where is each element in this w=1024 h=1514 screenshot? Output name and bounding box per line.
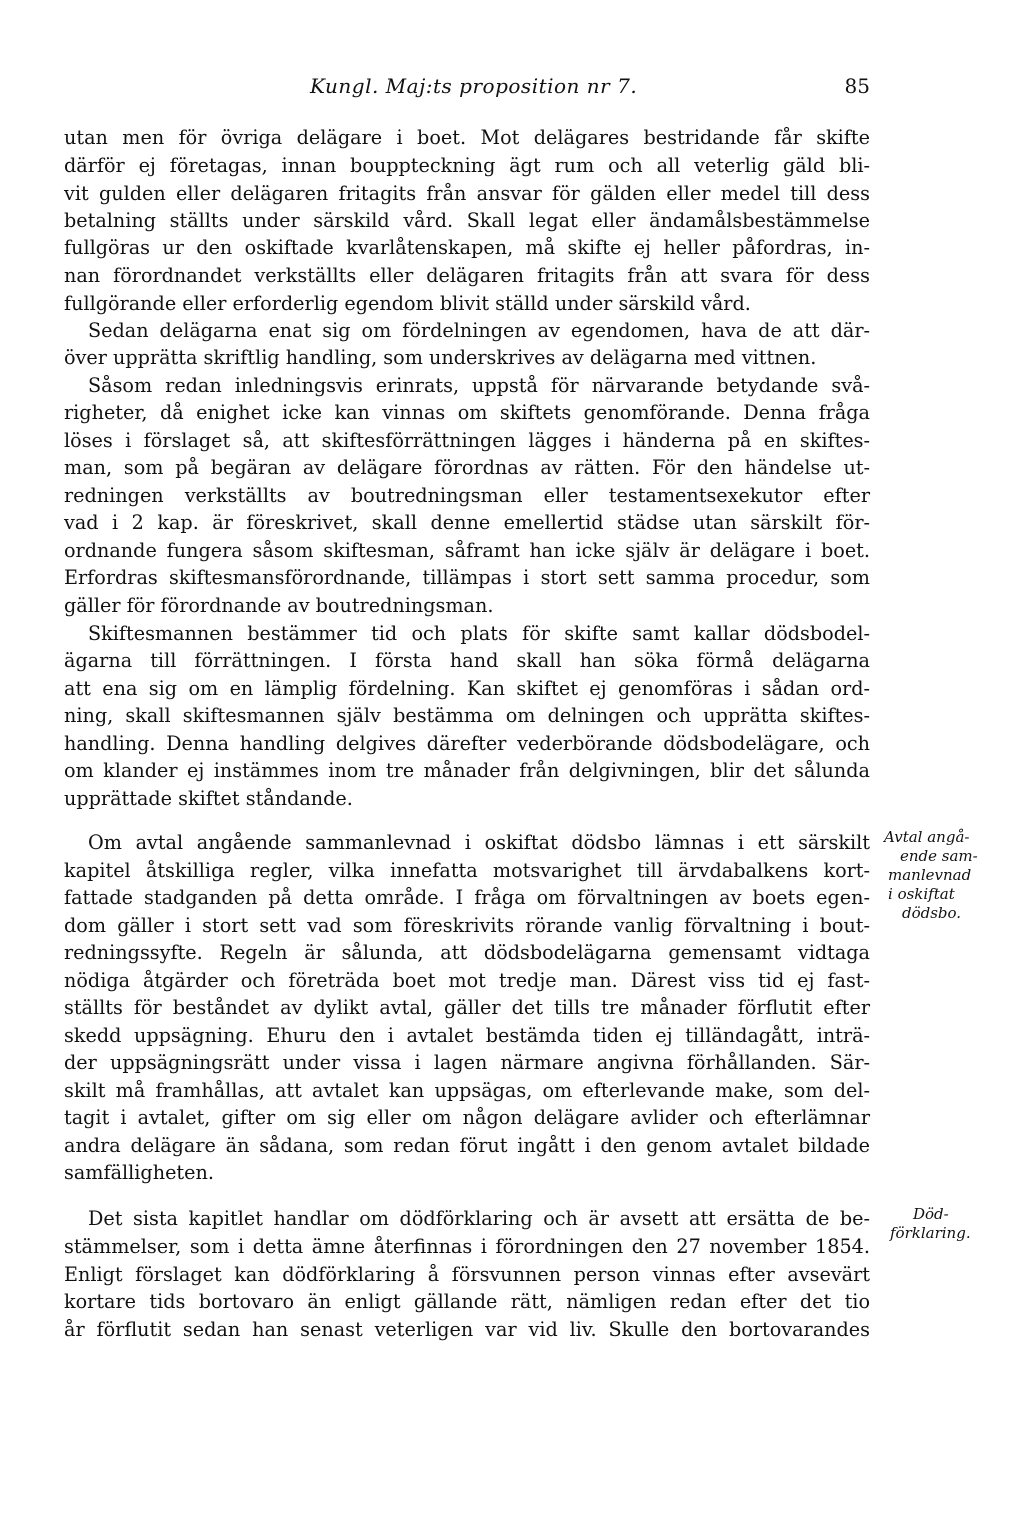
text-line: redningssyfte. Regeln är sålunda, att dödsbodelägarna gemensamt vidtaga — [64, 941, 870, 964]
text-line: vit gulden eller delägaren fritagits från ansvar för gälden eller medel till dess — [64, 182, 870, 205]
text-line: kapitel åtskilliga regler, vilka innefatta motsvarighet till ärvdabalkens kort- — [64, 859, 870, 882]
text-line: ordnande fungera såsom skiftesman, såframt han icke själv är delägare i boet. — [64, 539, 870, 562]
text-line: Enligt förslaget kan dödförklaring å försvunnen person vinnas efter avsevärt — [64, 1263, 870, 1286]
text-line: upprättade skiftet ståndande. — [64, 787, 353, 810]
text-line: fullgörande eller erforderlig egendom blivit ställd under särskild vård. — [64, 292, 751, 315]
text-line: Sedan delägarna enat sig om fördelningen av egendomen, hava de att där- — [88, 319, 870, 342]
text-line: skedd uppsägning. Ehuru den i avtalet bestämda tiden ej tilländagått, inträ- — [64, 1024, 870, 1047]
running-title: Kungl. Maj:ts proposition nr 7. — [310, 74, 638, 98]
text-line: betalning ställts under särskild vård. Skall legat eller ändamålsbestämmelse — [64, 209, 870, 232]
text-line: fattade stadganden på detta område. I fråga om förvaltningen av boets egen- — [64, 886, 870, 909]
margin-note-line: Död- — [913, 1205, 949, 1223]
text-line: skilt må framhållas, att avtalet kan uppsägas, om efterlevande make, som del- — [64, 1079, 870, 1102]
text-line: nan förordnandet verkställts eller delägaren fritagits från att svara för dess — [64, 264, 870, 287]
page-number: 85 — [844, 74, 870, 98]
page-header — [64, 74, 870, 104]
text-line: gäller för förordnande av boutredningsman. — [64, 594, 494, 617]
text-line: ning, skall skiftesmannen själv bestämma om delningen och upprätta skiftes- — [64, 704, 870, 727]
text-line: samfälligheten. — [64, 1161, 214, 1184]
text-line: Erfordras skiftesmansförordnande, tillämpas i stort sett samma procedur, som — [64, 566, 870, 589]
margin-note-line: ende sam- — [900, 847, 978, 865]
text-line: Det sista kapitlet handlar om dödförklaring och är avsett att ersätta de be- — [88, 1207, 870, 1230]
text-line: över upprätta skriftlig handling, som underskrives av delägarna med vittnen. — [64, 346, 817, 369]
text-line: vad i 2 kap. är föreskrivet, skall denne emellertid städse utan särskilt för- — [64, 511, 870, 534]
text-line: man, som på begäran av delägare förordnas av rätten. För den händelse ut- — [64, 456, 870, 479]
margin-note-line: manlevnad — [888, 866, 972, 884]
text-line: Såsom redan inledningsvis erinrats, uppstå för närvarande betydande svå- — [88, 374, 870, 397]
text-line: kortare tids bortovaro än enligt gällande rätt, nämligen redan efter det tio — [64, 1290, 870, 1313]
text-line: Om avtal angående sammanlevnad i oskiftat dödsbo lämnas i ett särskilt — [88, 831, 870, 854]
text-line: löses i förslaget så, att skiftesförrättningen lägges i händerna på en skiftes- — [64, 429, 870, 452]
text-line: år förflutit sedan han senast veterligen var vid liv. Skulle den bortovarandes — [64, 1318, 870, 1341]
margin-note-line: i oskiftat — [888, 885, 955, 903]
text-line: der uppsägningsrätt under vissa i lagen närmare angivna förhållanden. Sär- — [64, 1051, 870, 1074]
text-line: righeter, då enighet icke kan vinnas om skiftets genomförande. Denna fråga — [64, 401, 870, 424]
text-line: utan men för övriga delägare i boet. Mot delägares bestridande får skifte — [64, 126, 870, 149]
margin-note-line: Avtal angå- — [884, 828, 970, 846]
text-line: om klander ej instämmes inom tre månader från delgivningen, blir det sålunda — [64, 759, 870, 782]
text-line: andra delägare än sådana, som redan förut ingått i den genom avtalet bildade — [64, 1134, 870, 1157]
text-line: tagit i avtalet, gifter om sig eller om någon delägare avlider och efterlämnar — [64, 1106, 870, 1129]
text-line: fullgöras ur den oskiftade kvarlåtenskapen, må skifte ej heller påfordras, in- — [64, 236, 870, 259]
text-line: stämmelser, som i detta ämne återfinnas i förordningen den 27 november 1854. — [64, 1235, 870, 1258]
text-line: redningen verkställts av boutredningsman eller testamentsexekutor efter — [64, 484, 870, 507]
text-line: ägarna till förrättningen. I första hand skall han söka förmå delägarna — [64, 649, 870, 672]
margin-note-line: förklaring. — [890, 1224, 971, 1242]
text-line: Skiftesmannen bestämmer tid och plats för skifte samt kallar dödsbodel- — [88, 622, 870, 645]
text-line: nödiga åtgärder och företräda boet mot tredje man. Därest viss tid ej fast- — [64, 969, 870, 992]
text-line: ställts för beståndet av dylikt avtal, gäller det tills tre månader förflutit efter — [64, 996, 870, 1019]
text-line: därför ej företagas, innan bouppteckning ägt rum och all veterlig gäld bli- — [64, 154, 870, 177]
text-line: dom gäller i stort sett vad som föreskrivits rörande vanlig förvaltning i bout- — [64, 914, 870, 937]
text-line: att ena sig om en lämplig fördelning. Kan skiftet ej genomföras i sådan ord- — [64, 677, 870, 700]
margin-note-line: dödsbo. — [902, 904, 962, 922]
text-line: handling. Denna handling delgives därefter vederbörande dödsbodelägare, och — [64, 732, 870, 755]
